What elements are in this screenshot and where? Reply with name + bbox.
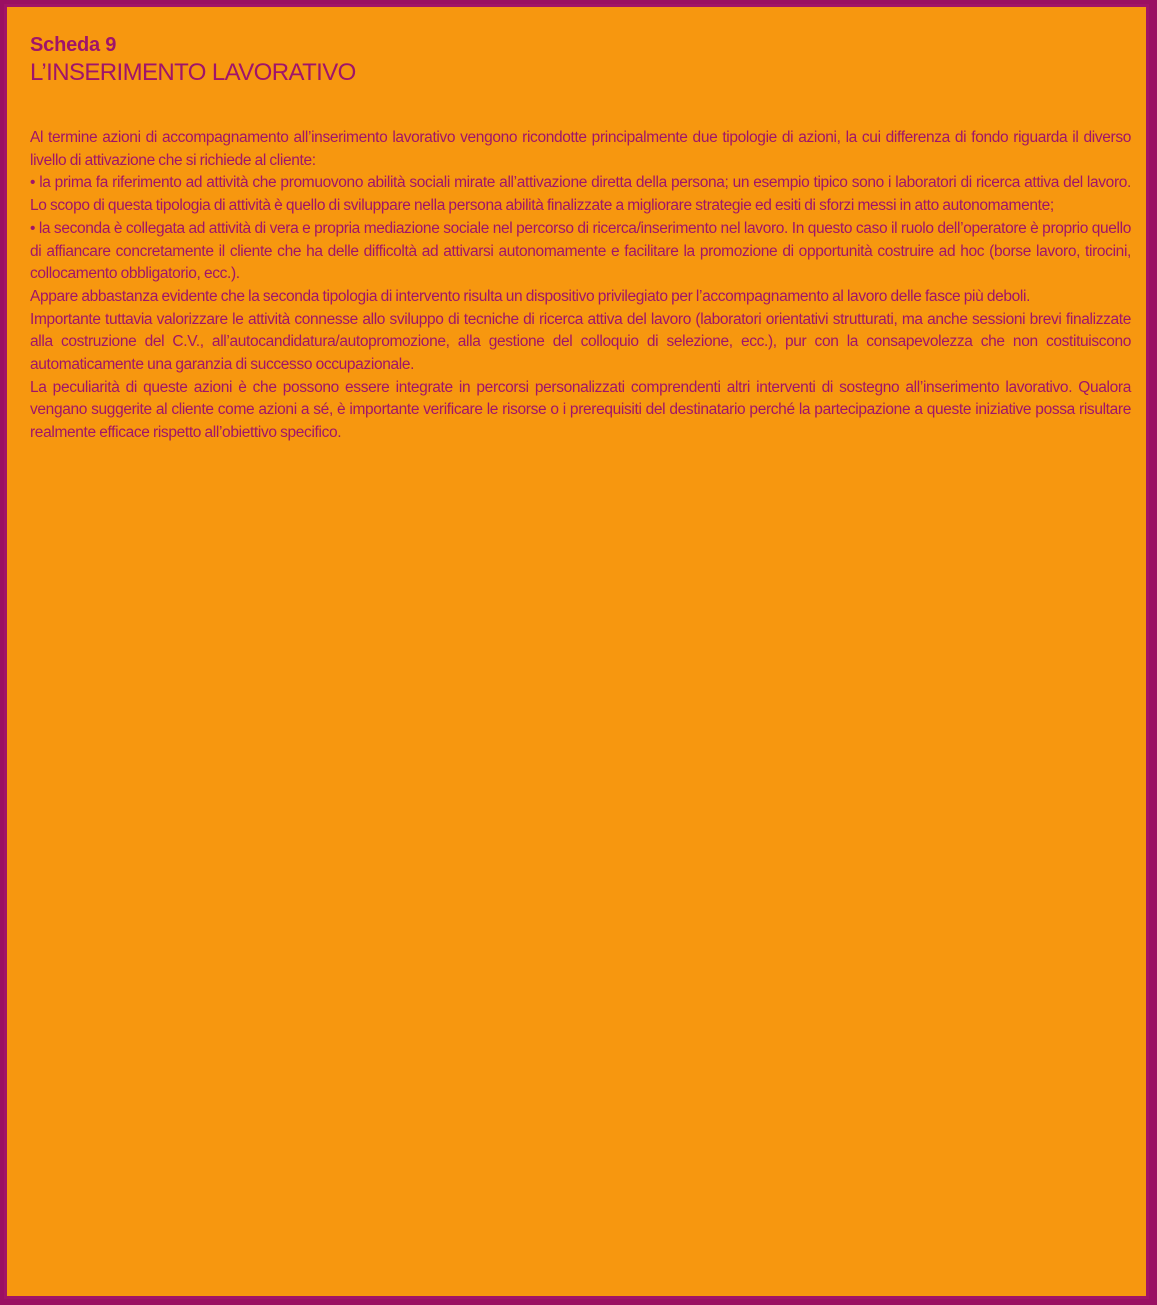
paragraph-evident: Appare abbastanza evidente che la seconda tipologia di intervento risulta un dispositivo privilegiato per l’accompagnamento al lavoro delle fasce più deboli. bbox=[30, 287, 1031, 305]
paragraph-important: Importante tuttavia valorizzare le attività connesse allo sviluppo di tecniche di ricerca attiva del lavoro (laboratori orientativi strutturati, ma anche sessioni brevi finalizzate alla costruzione del C.V., all’autocandidatura/autopromozione, alla gestione del colloquio di selezione, ecc.), pur con la consapevolezza che non costituiscono automaticamente una garanzia di successo occupazionale. bbox=[30, 310, 1131, 374]
document-body bbox=[30, 127, 1131, 445]
document-card bbox=[4, 4, 1149, 1299]
paragraph-intro: Al termine azioni di accompagnamento all’inserimento lavorativo vengono ricondotte principalmente due tipologie di azioni, la cui differenza di fondo riguarda il diverso livello di attivazione che si richiede al cliente: bbox=[30, 129, 1131, 169]
paragraph-bullet-second: • la seconda è collegata ad attività di vera e propria mediazione sociale nel percorso di ricerca/inserimento nel lavoro. In questo caso il ruolo dell’operatore è proprio quello di affiancare concretamente il cliente che ha delle difficoltà ad attivarsi autonomamente e facilitare la promozione di opportunità costruire ad hoc (borse lavoro, tirocini, collocamento obbligatorio, ecc.). bbox=[30, 219, 1131, 283]
sheet-label: Scheda 9 bbox=[30, 34, 117, 56]
document-content bbox=[30, 33, 1131, 445]
paragraph-bullet-first: • la prima fa riferimento ad attività che promuovono abilità sociali mirate all’attivazione diretta della persona; un esempio tipico sono i laboratori di ricerca attiva del lavoro. Lo scopo di questa tipologia di attività è quello di sviluppare nella persona abilità finalizzate a migliorare strategie ed esiti di sforzi messi in atto autonomamente; bbox=[30, 174, 1131, 215]
paragraph-peculiarity: La peculiarità di queste azioni è che possono essere integrate in percorsi personalizzati comprendenti altri interventi di sostegno all’inserimento lavorativo. Qualora vengano suggerite al cliente come azioni a sé, è importante verificare le risorse o i prerequisiti del destinatario perché la partecipazione a queste iniziative possa risultare realmente efficace rispetto all’obiettivo specifico. bbox=[30, 378, 1131, 442]
document-title: L’INSERIMENTO LAVORATIVO bbox=[30, 59, 356, 86]
